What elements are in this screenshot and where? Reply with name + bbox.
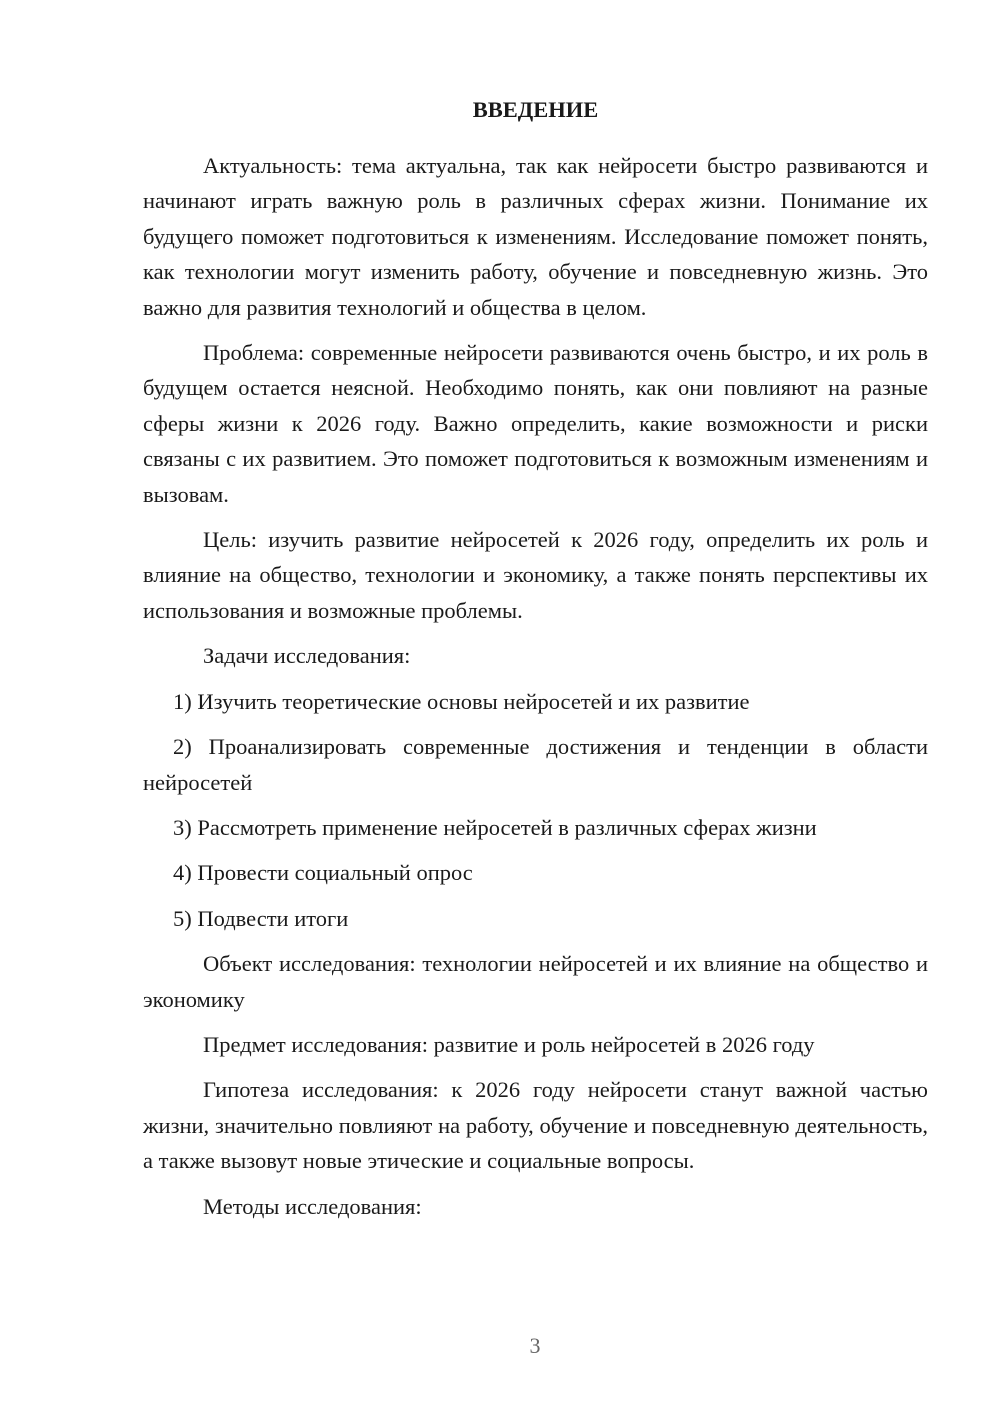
- document-page: [143, 92, 928, 1234]
- section-title: ВВЕДЕНИЕ: [472, 97, 599, 122]
- object-paragraph: Объект исследования: технологии нейросетей и их влияние на общество и экономику: [143, 951, 928, 1012]
- tasks-heading: Задачи исследования:: [203, 643, 411, 669]
- task-item: 4) Провести социальный опрос: [173, 860, 473, 886]
- subject-paragraph: Предмет исследования: развитие и роль нейросетей в 2026 году: [203, 1031, 815, 1057]
- hypothesis-paragraph: Гипотеза исследования: к 2026 году нейросети станут важной частью жизни, значительно повлияют на работу, обучение и повседневную деятельность, а также вызовут новые этические и социальные вопросы.: [143, 1077, 928, 1174]
- relevance-paragraph: Актуальность: тема актуальна, так как нейросети быстро развиваются и начинают играть важную роль в различных сферах жизни. Понимание их будущего поможет подготовиться к изменениям. Исследование поможет понять, как технологии могут изменить работу, обучение и повседневную жизнь. Это важно для развития технологий и общества в целом.: [143, 153, 928, 320]
- problem-paragraph: Проблема: современные нейросети развиваются очень быстро, и их роль в будущем остается неясной. Необходимо понять, как они повлияют на разные сферы жизни к 2026 году. Важно определить, какие возможности и риски связаны с их развитием. Это поможет подготовиться к возможным изменениям и вызовам.: [143, 340, 928, 507]
- page-number: 3: [529, 1333, 541, 1358]
- task-item: 3) Рассмотреть применение нейросетей в различных сферах жизни: [173, 814, 817, 840]
- task-item: 1) Изучить теоретические основы нейросетей и их развитие: [173, 688, 750, 714]
- goal-paragraph: Цель: изучить развитие нейросетей к 2026 году, определить их роль и влияние на общество, технологии и экономику, а также понять перспективы их использования и возможные проблемы.: [143, 527, 928, 623]
- task-item: 2) Проанализировать современные достижения и тенденции в области нейросетей: [143, 734, 928, 795]
- task-item: 5) Подвести итоги: [173, 905, 349, 931]
- methods-heading: Методы исследования:: [203, 1193, 422, 1219]
